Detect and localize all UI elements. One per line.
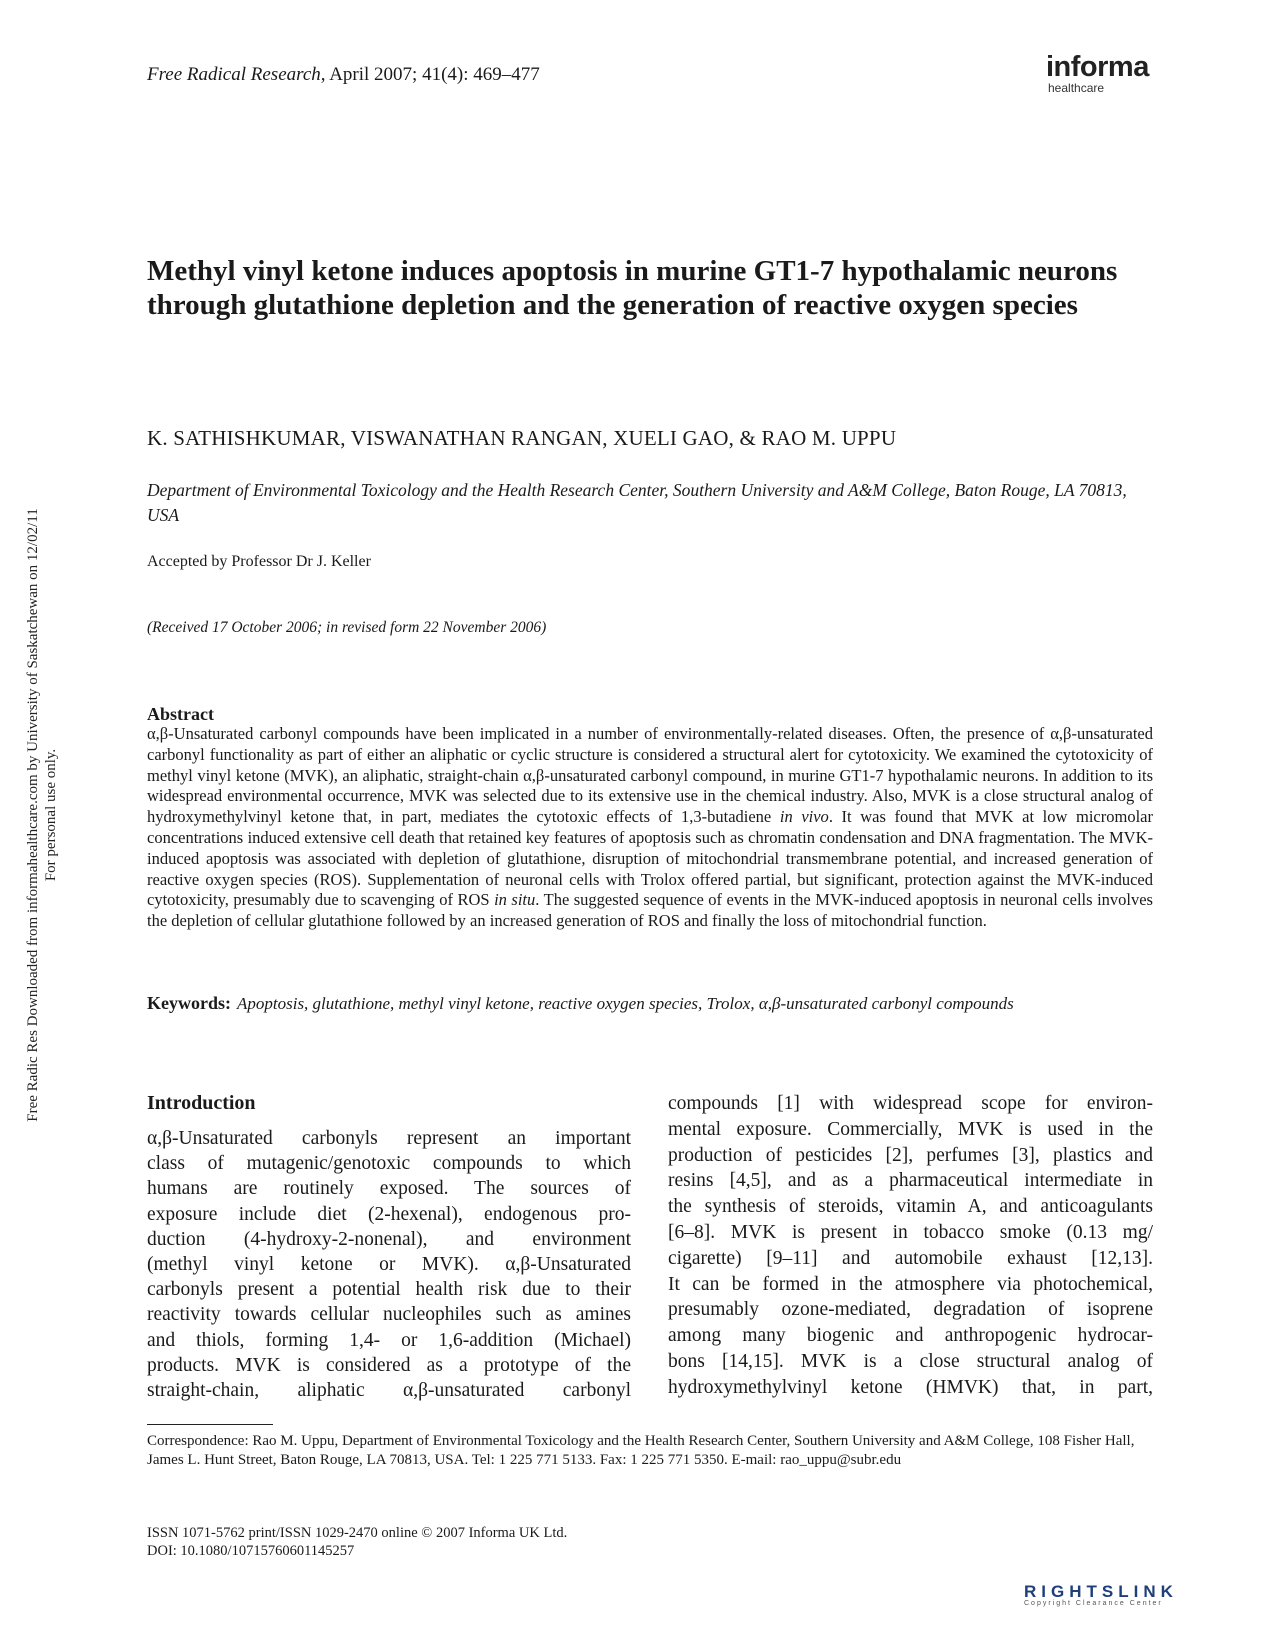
accepted-by: Accepted by Professor Dr J. Keller xyxy=(147,553,371,570)
affiliation: Department of Environmental Toxicology and the Health Research Center, Southern University and A&M College, Baton Rouge, LA 70813, USA xyxy=(147,480,1127,525)
col1-line: exposure include diet (2-hexenal), endogenous pro- xyxy=(147,1203,631,1225)
col1-line: class of mutagenic/genotoxic compounds to which xyxy=(147,1153,631,1175)
introduction-heading: Introduction xyxy=(147,1092,256,1114)
col1-line: carbonyls present a potential health risk due to their xyxy=(147,1279,631,1301)
col2-line: hydroxymethylvinyl ketone (HMVK) that, in part, xyxy=(668,1376,1153,1398)
col1-line: and thiols, forming 1,4- or 1,6-addition (Michael) xyxy=(147,1329,631,1351)
abstract-part-3: . The suggested sequence of events in the MVK-induced apoptosis in neuronal cells involves the depletion of cellular glutathione followed by an increased generation of ROS and finally the loss of mitochondrial function. xyxy=(147,890,1153,931)
doi-line: DOI: 10.1080/10715760601145257 xyxy=(147,1543,355,1559)
col1-line: α,β-Unsaturated carbonyls represent an important xyxy=(147,1128,631,1149)
col2-line: bons [14,15]. MVK is a close structural analog of xyxy=(668,1350,1153,1372)
rightslink-logo xyxy=(1024,1582,1254,1607)
watermark-line-1: Free Radic Res Downloaded from informahealthcare.com by University of Saskatchewan on 12/02/11 xyxy=(25,508,41,1122)
download-watermark xyxy=(24,465,60,1165)
col2-line: resins [4,5], and as a pharmaceutical intermediate in xyxy=(668,1170,1153,1192)
abstract-part-2: . It was found that MVK at low micromolar concentrations induced extensive cell death that retained key features of apoptosis such as chromatin condensation and DNA fragmentation. The MVK-induced apoptosis was associated with depletion of glutathione, disruption of mitochondrial transmembrane potential, and increased generation of reactive oxygen species (ROS). Supplementation of neuronal cells with Trolox offered partial, but significant, protection against the MVK-induced cytotoxicity, presumably due to scavenging of ROS xyxy=(147,807,1153,910)
col2-line: production of pesticides [2], perfumes [3], plastics and xyxy=(668,1144,1153,1166)
abstract-body xyxy=(147,724,1153,932)
abstract-heading: Abstract xyxy=(147,704,214,724)
col2-line: [6–8]. MVK is present in tobacco smoke (0.13 mg/ xyxy=(668,1221,1153,1243)
keywords-text: Apoptosis, glutathione, methyl vinyl ketone, reactive oxygen species, Trolox, α,β-unsaturated carbonyl compounds xyxy=(237,994,1014,1013)
col2-line: the synthesis of steroids, vitamin A, and anticoagulants xyxy=(668,1196,1153,1218)
introduction-column-2 xyxy=(668,1091,1153,1401)
correspondence-note: Correspondence: Rao M. Uppu, Department of Environmental Toxicology and the Health Research Center, Southern University and A&M College, 108 Fisher Hall, James L. Hunt Street, Baton Rouge, LA 70813, USA. Tel: 1 225 771 5133. Fax: 1 225 771 5350. E-mail: rao_uppu@subr.edu xyxy=(147,1433,1135,1468)
issn-doi xyxy=(147,1524,567,1560)
informa-logo xyxy=(1046,52,1156,94)
keywords-label: Keywords: xyxy=(147,993,231,1013)
col2-line: compounds [1] with widespread scope for environ- xyxy=(668,1093,1153,1114)
rightslink-subtext: Copyright Clearance Center xyxy=(1024,1600,1163,1607)
journal-name: Free Radical Research xyxy=(147,64,321,85)
col1-line: (methyl vinyl ketone or MVK). α,β-Unsaturated xyxy=(147,1254,631,1276)
col2-line: presumably ozone-mediated, degradation of isoprene xyxy=(668,1299,1153,1321)
col2-line: It can be formed in the atmosphere via photochemical, xyxy=(668,1273,1153,1295)
watermark-line-2: For personal use only. xyxy=(43,748,59,882)
journal-citation xyxy=(147,64,540,86)
introduction-column-1 xyxy=(147,1126,631,1403)
footnote-rule xyxy=(147,1424,273,1425)
col1-line: straight-chain, aliphatic α,β-unsaturated carbonyl xyxy=(147,1380,631,1402)
col1-line: humans are routinely exposed. The sources of xyxy=(147,1178,631,1200)
col2-line: among many biogenic and anthropogenic hydrocar- xyxy=(668,1325,1153,1347)
abstract-part-1: α,β-Unsaturated carbonyl compounds have been implicated in a number of environmentally-related diseases. Often, the presence of α,β-unsaturated carbonyl functionality as part of either an aliphatic or cyclic structure is considered a structural alert for cytotoxicity. We examined the cytotoxicity of methyl vinyl ketone (MVK), an aliphatic, straight-chain α,β-unsaturated carbonyl compound, in murine GT1-7 hypothalamic neurons. In addition to its widespread environmental occurrence, MVK was selected due to its extensive use in the chemical industry. Also, MVK is a close structural analog of hydroxymethylvinyl ketone that, in part, mediates the cytotoxic effects of 1,3-butadiene xyxy=(147,724,1153,827)
issn-line: ISSN 1071-5762 print/ISSN 1029-2470 online © 2007 Informa UK Ltd. xyxy=(147,1525,568,1541)
keywords xyxy=(147,993,1157,1014)
received-dates: (Received 17 October 2006; in revised form 22 November 2006) xyxy=(147,619,547,636)
journal-issue: , April 2007; 41(4): 469–477 xyxy=(320,64,540,85)
col1-line: reactivity towards cellular nucleophiles such as amines xyxy=(147,1304,631,1326)
col1-line: duction (4-hydroxy-2-nonenal), and environment xyxy=(147,1228,631,1250)
abstract-italic-1: in vivo xyxy=(779,807,829,827)
logo-sub-text: healthcare xyxy=(1048,81,1105,95)
col1-line: products. MVK is considered as a prototype of the xyxy=(147,1354,631,1376)
abstract-italic-2: in situ xyxy=(494,890,536,910)
rightslink-text: RIGHTSLINK xyxy=(1024,1582,1178,1601)
col2-line: mental exposure. Commercially, MVK is used in the xyxy=(668,1118,1153,1140)
col2-line: cigarette) [9–11] and automobile exhaust [12,13]. xyxy=(668,1247,1153,1269)
authors: K. SATHISHKUMAR, VISWANATHAN RANGAN, XUELI GAO, & RAO M. UPPU xyxy=(147,426,897,450)
logo-main-text: informa xyxy=(1046,51,1149,83)
article-title: Methyl vinyl ketone induces apoptosis in murine GT1-7 hypothalamic neurons through glutathione depletion and the generation of reactive oxygen species xyxy=(147,255,1118,321)
